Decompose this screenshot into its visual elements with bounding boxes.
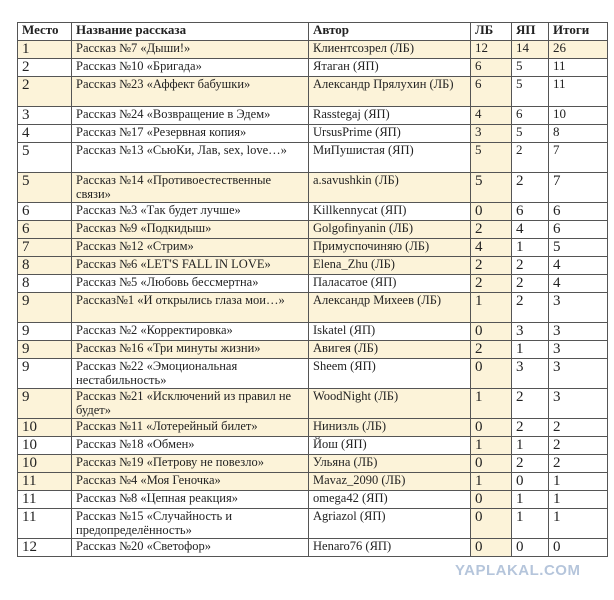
cell-yap: 2 xyxy=(512,293,549,323)
cell-total: 0 xyxy=(549,539,608,557)
cell-author: Golgofinyanin (ЛБ) xyxy=(309,221,471,239)
cell-yap: 14 xyxy=(512,41,549,59)
cell-total: 11 xyxy=(549,59,608,77)
cell-place: 2 xyxy=(18,77,72,107)
cell-lb: 12 xyxy=(471,41,512,59)
cell-author: Ятаган (ЯП) xyxy=(309,59,471,77)
cell-yap: 2 xyxy=(512,389,549,419)
table-row xyxy=(18,173,608,203)
cell-place: 8 xyxy=(18,275,72,293)
cell-title: Рассказ №16 «Три минуты жизни» xyxy=(72,341,309,359)
cell-place: 9 xyxy=(18,293,72,323)
header-yap: ЯП xyxy=(512,23,549,41)
header-title: Название рассказа xyxy=(72,23,309,41)
cell-lb: 4 xyxy=(471,239,512,257)
cell-lb: 1 xyxy=(471,389,512,419)
cell-total: 7 xyxy=(549,143,608,173)
cell-title: Рассказ №5 «Любовь бессмертна» xyxy=(72,275,309,293)
cell-lb: 2 xyxy=(471,275,512,293)
cell-place: 12 xyxy=(18,539,72,557)
cell-yap: 5 xyxy=(512,125,549,143)
cell-total: 1 xyxy=(549,473,608,491)
table-row xyxy=(18,455,608,473)
table-row xyxy=(18,359,608,389)
cell-title: Рассказ №2 «Корректировка» xyxy=(72,323,309,341)
cell-place: 3 xyxy=(18,107,72,125)
cell-author: Паласатое (ЯП) xyxy=(309,275,471,293)
cell-author: Henaro76 (ЯП) xyxy=(309,539,471,557)
cell-author: a.savushkin (ЛБ) xyxy=(309,173,471,203)
cell-title: Рассказ №17 «Резервная копия» xyxy=(72,125,309,143)
cell-total: 7 xyxy=(549,173,608,203)
cell-yap: 0 xyxy=(512,539,549,557)
cell-lb: 2 xyxy=(471,341,512,359)
cell-yap: 1 xyxy=(512,491,549,509)
cell-total: 4 xyxy=(549,257,608,275)
cell-place: 2 xyxy=(18,59,72,77)
cell-place: 11 xyxy=(18,491,72,509)
table-row xyxy=(18,473,608,491)
cell-place: 11 xyxy=(18,473,72,491)
cell-title: Рассказ№1 «И открылись глаза мои…» xyxy=(72,293,309,323)
cell-title: Рассказ №3 «Так будет лучше» xyxy=(72,203,309,221)
cell-place: 10 xyxy=(18,437,72,455)
header-total: Итоги xyxy=(549,23,608,41)
header-place: Место xyxy=(18,23,72,41)
table-row xyxy=(18,41,608,59)
cell-place: 6 xyxy=(18,221,72,239)
cell-total: 3 xyxy=(549,293,608,323)
cell-title: Рассказ №21 «Исключений из правил не будет» xyxy=(72,389,309,419)
table-row xyxy=(18,257,608,275)
cell-lb: 0 xyxy=(471,203,512,221)
cell-place: 9 xyxy=(18,341,72,359)
header-lb: ЛБ xyxy=(471,23,512,41)
table-row xyxy=(18,203,608,221)
cell-author: Александр Прялухин (ЛБ) xyxy=(309,77,471,107)
cell-yap: 1 xyxy=(512,509,549,539)
cell-title: Рассказ №18 «Обмен» xyxy=(72,437,309,455)
cell-place: 1 xyxy=(18,41,72,59)
cell-author: Авигея (ЛБ) xyxy=(309,341,471,359)
table-row xyxy=(18,323,608,341)
cell-total: 10 xyxy=(549,107,608,125)
cell-lb: 0 xyxy=(471,323,512,341)
cell-total: 5 xyxy=(549,239,608,257)
cell-place: 4 xyxy=(18,125,72,143)
cell-lb: 0 xyxy=(471,419,512,437)
cell-yap: 1 xyxy=(512,341,549,359)
cell-title: Рассказ №19 «Петрову не повезло» xyxy=(72,455,309,473)
table-row xyxy=(18,239,608,257)
cell-total: 4 xyxy=(549,275,608,293)
cell-author: Нинизль (ЛБ) xyxy=(309,419,471,437)
cell-title: Рассказ №23 «Аффект бабушки» xyxy=(72,77,309,107)
table-row xyxy=(18,539,608,557)
cell-lb: 3 xyxy=(471,125,512,143)
cell-author: Iskatel (ЯП) xyxy=(309,323,471,341)
cell-lb: 5 xyxy=(471,143,512,173)
table-row xyxy=(18,437,608,455)
cell-title: Рассказ №6 «LET'S FALL IN LOVE» xyxy=(72,257,309,275)
table-row xyxy=(18,59,608,77)
cell-title: Рассказ №7 «Дыши!» xyxy=(72,41,309,59)
table-row xyxy=(18,221,608,239)
cell-title: Рассказ №13 «СьюКи, Лав, sex, love…» xyxy=(72,143,309,173)
cell-lb: 2 xyxy=(471,221,512,239)
cell-author: МиПушистая (ЯП) xyxy=(309,143,471,173)
table-row xyxy=(18,107,608,125)
cell-yap: 5 xyxy=(512,77,549,107)
results-table xyxy=(17,22,608,557)
cell-place: 11 xyxy=(18,509,72,539)
cell-lb: 6 xyxy=(471,59,512,77)
cell-author: Elena_Zhu (ЛБ) xyxy=(309,257,471,275)
cell-yap: 6 xyxy=(512,107,549,125)
cell-yap: 3 xyxy=(512,323,549,341)
cell-total: 3 xyxy=(549,359,608,389)
cell-total: 3 xyxy=(549,341,608,359)
cell-lb: 6 xyxy=(471,77,512,107)
cell-yap: 1 xyxy=(512,239,549,257)
cell-author: Ульяна (ЛБ) xyxy=(309,455,471,473)
cell-place: 7 xyxy=(18,239,72,257)
cell-total: 6 xyxy=(549,221,608,239)
cell-total: 2 xyxy=(549,455,608,473)
cell-place: 8 xyxy=(18,257,72,275)
cell-total: 8 xyxy=(549,125,608,143)
table-row xyxy=(18,419,608,437)
cell-author: Killkennycat (ЯП) xyxy=(309,203,471,221)
table-row xyxy=(18,389,608,419)
cell-author: UrsusPrime (ЯП) xyxy=(309,125,471,143)
cell-author: Sheem (ЯП) xyxy=(309,359,471,389)
cell-lb: 0 xyxy=(471,539,512,557)
cell-place: 5 xyxy=(18,173,72,203)
cell-yap: 6 xyxy=(512,203,549,221)
cell-author: WoodNight (ЛБ) xyxy=(309,389,471,419)
cell-place: 10 xyxy=(18,419,72,437)
cell-place: 10 xyxy=(18,455,72,473)
cell-yap: 2 xyxy=(512,419,549,437)
cell-total: 6 xyxy=(549,203,608,221)
header-author: Автор xyxy=(309,23,471,41)
cell-title: Рассказ №12 «Стрим» xyxy=(72,239,309,257)
cell-total: 26 xyxy=(549,41,608,59)
cell-title: Рассказ №9 «Подкидыш» xyxy=(72,221,309,239)
header-row xyxy=(18,23,608,41)
table-row xyxy=(18,77,608,107)
table-row xyxy=(18,143,608,173)
cell-yap: 2 xyxy=(512,455,549,473)
cell-place: 5 xyxy=(18,143,72,173)
cell-author: Йош (ЯП) xyxy=(309,437,471,455)
cell-yap: 2 xyxy=(512,257,549,275)
cell-place: 9 xyxy=(18,359,72,389)
cell-yap: 0 xyxy=(512,473,549,491)
cell-lb: 1 xyxy=(471,473,512,491)
cell-title: Рассказ №8 «Цепная реакция» xyxy=(72,491,309,509)
cell-author: Примуспочиняю (ЛБ) xyxy=(309,239,471,257)
cell-total: 1 xyxy=(549,509,608,539)
cell-total: 11 xyxy=(549,77,608,107)
cell-lb: 0 xyxy=(471,509,512,539)
cell-total: 1 xyxy=(549,491,608,509)
cell-author: Александр Михеев (ЛБ) xyxy=(309,293,471,323)
cell-place: 9 xyxy=(18,389,72,419)
cell-lb: 0 xyxy=(471,359,512,389)
cell-lb: 5 xyxy=(471,173,512,203)
cell-author: Agriazol (ЯП) xyxy=(309,509,471,539)
cell-title: Рассказ №22 «Эмоциональная нестабильность» xyxy=(72,359,309,389)
cell-lb: 1 xyxy=(471,437,512,455)
cell-yap: 3 xyxy=(512,359,549,389)
cell-title: Рассказ №14 «Противоестественные связи» xyxy=(72,173,309,203)
cell-total: 2 xyxy=(549,437,608,455)
cell-lb: 0 xyxy=(471,491,512,509)
watermark: YAPLAKAL.COM xyxy=(455,562,581,579)
cell-author: Клиентсозрел (ЛБ) xyxy=(309,41,471,59)
table-row xyxy=(18,125,608,143)
cell-author: Mavaz_2090 (ЛБ) xyxy=(309,473,471,491)
cell-title: Рассказ №20 «Светофор» xyxy=(72,539,309,557)
cell-lb: 4 xyxy=(471,107,512,125)
cell-lb: 0 xyxy=(471,455,512,473)
cell-yap: 2 xyxy=(512,173,549,203)
cell-lb: 1 xyxy=(471,293,512,323)
cell-author: Rasstegaj (ЯП) xyxy=(309,107,471,125)
table-row xyxy=(18,275,608,293)
cell-place: 6 xyxy=(18,203,72,221)
cell-yap: 2 xyxy=(512,143,549,173)
cell-yap: 4 xyxy=(512,221,549,239)
cell-yap: 1 xyxy=(512,437,549,455)
table-row xyxy=(18,293,608,323)
cell-author: omega42 (ЯП) xyxy=(309,491,471,509)
cell-place: 9 xyxy=(18,323,72,341)
table-row xyxy=(18,491,608,509)
cell-title: Рассказ №24 «Возвращение в Эдем» xyxy=(72,107,309,125)
cell-title: Рассказ №15 «Случайность и предопределённость» xyxy=(72,509,309,539)
cell-yap: 2 xyxy=(512,275,549,293)
cell-yap: 5 xyxy=(512,59,549,77)
cell-total: 2 xyxy=(549,419,608,437)
table-row xyxy=(18,509,608,539)
cell-total: 3 xyxy=(549,389,608,419)
cell-title: Рассказ №4 «Моя Геночка» xyxy=(72,473,309,491)
cell-total: 3 xyxy=(549,323,608,341)
cell-title: Рассказ №11 «Лотерейный билет» xyxy=(72,419,309,437)
cell-lb: 2 xyxy=(471,257,512,275)
cell-title: Рассказ №10 «Бригада» xyxy=(72,59,309,77)
table-row xyxy=(18,341,608,359)
